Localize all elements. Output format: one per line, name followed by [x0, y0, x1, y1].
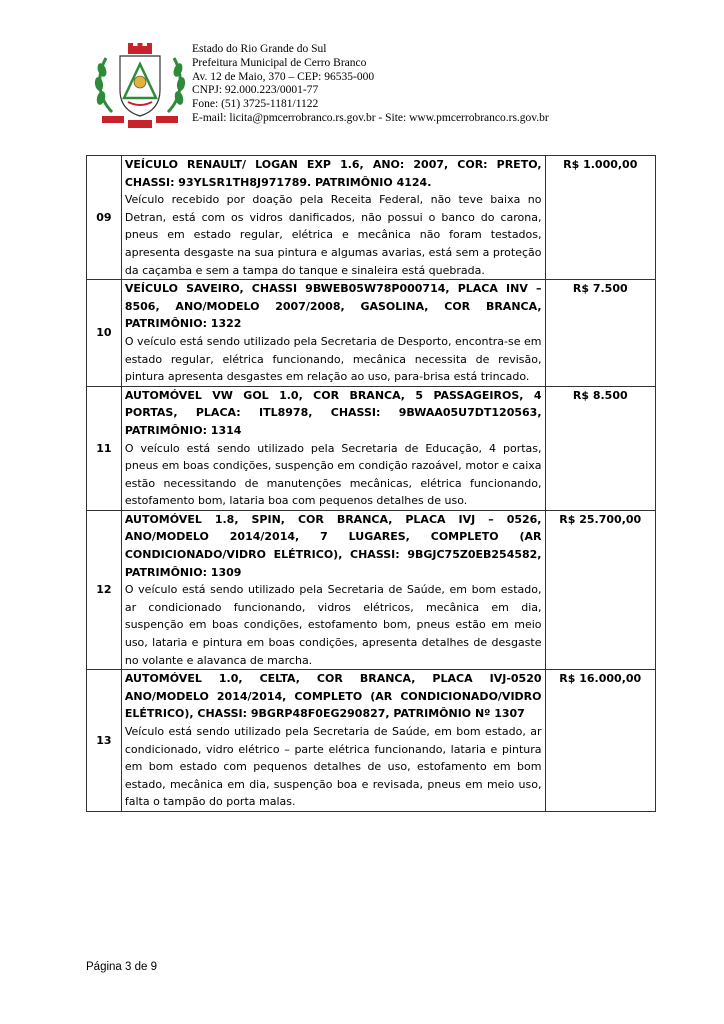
cnpj-line: CNPJ: 92.000.223/0001-77 — [192, 84, 319, 97]
phone-line: Fone: (51) 3725-1181/1122 — [192, 98, 319, 111]
item-details — [121, 386, 545, 510]
item-price: R$ 7.500 — [545, 280, 656, 387]
item-number: 12 — [87, 510, 122, 669]
item-description: O veículo está sendo utilizado pela Secretaria de Educação, 4 portas, pneus em boas condições, suspenção em condição razoável, motor e caixa estão necessitando de manutenções mecânicas, elétrica funcionando, estofamento bom, lataria boa com pequenos detalhes de uso. — [124, 441, 542, 508]
table-row — [87, 280, 656, 387]
item-details — [121, 670, 545, 812]
table-row — [87, 670, 656, 812]
item-description: Veículo recebido por doação pela Receita Federal, não teve baixa no Detran, está com os vidros danificados, não possui o banco do carona, pneus em estado regular, elétrica e mecânica não foram testados, apresenta desgaste na sua pintura e algumas avarias, está sem a proteção da caçamba e sem a tampa do tanque e sinaleira está quebrada. — [124, 193, 542, 277]
item-number: 10 — [87, 280, 122, 387]
item-price: R$ 1.000,00 — [545, 156, 656, 280]
letterhead-text — [192, 43, 549, 126]
letterhead — [90, 40, 690, 130]
item-title: AUTOMÓVEL VW GOL 1.0, COR BRANCA, 5 PASSAGEIROS, 4 PORTAS, PLACA: ITL8978, CHASSI: 9BWAA05U7DT120563, PATRIMÔNIO: 1314 — [124, 388, 542, 437]
item-title: AUTOMÓVEL 1.0, CELTA, COR BRANCA, PLACA IVJ-0520 ANO/MODELO 2014/2014, COMPLETO (AR CONDICIONADO/VIDRO ELÉTRICO), CHASSI: 9BGRP48F0EG290827, PATRIMÔNIO Nº 1307 — [124, 672, 542, 721]
item-price: R$ 8.500 — [545, 386, 656, 510]
item-number: 09 — [87, 156, 122, 280]
item-description: O veículo está sendo utilizado pela Secretaria de Desporto, encontra-se em estado regular, elétrica funcionando, mecânica necessita de revisão, pintura apresenta desgastes em relação ao uso, para-brisa está trincado. — [124, 334, 542, 384]
table-row — [87, 156, 656, 280]
item-price: R$ 16.000,00 — [545, 670, 656, 812]
item-details — [121, 510, 545, 669]
page-number: Página 3 de 9 — [86, 961, 157, 973]
item-details — [121, 280, 545, 387]
item-title: VEÍCULO RENAULT/ LOGAN EXP 1.6, ANO: 2007, COR: PRETO, CHASSI: 93YLSR1TH8J971789. PATRIMÔNIO 4124. — [124, 158, 542, 189]
item-number: 13 — [87, 670, 122, 812]
item-title: AUTOMÓVEL 1.8, SPIN, COR BRANCA, PLACA IVJ – 0526, ANO/MODELO 2014/2014, 7 LUGARES, COMPLETO (AR CONDICIONADO/VIDRO ELÉTRICO), CHASSI: 9BGJC75Z0EB254582, PATRIMÔNIO: 1309 — [124, 512, 542, 579]
table-row — [87, 386, 656, 510]
vehicle-items-table — [86, 155, 656, 812]
table-row — [87, 510, 656, 669]
item-description: Veículo está sendo utilizado pela Secretaria de Saúde, em bom estado, ar condicionado, vidro elétrico – parte elétrica funcionando, lataria e pintura em bom estado com pequenos detalhes de uso, estofamento em bom estado, mecânica em dia, suspenção boa e revisada, pneus em meio uso, falta o tampão do porta malas. — [124, 725, 542, 809]
state-name: Estado do Rio Grande do Sul — [192, 43, 327, 55]
item-title: VEÍCULO SAVEIRO, CHASSI 9BWEB05W78P000714, PLACA INV – 8506, ANO/MODELO 2007/2008, GASOLINA, COR BRANCA, PATRIMÔNIO: 1322 — [124, 282, 542, 331]
contact-line: E-mail: licita@pmcerrobranco.rs.gov.br - Site: www.pmcerrobranco.rs.gov.br — [192, 111, 549, 124]
address-line: Av. 12 de Maio, 370 – CEP: 96535-000 — [192, 70, 375, 83]
municipal-crest-icon — [90, 40, 190, 130]
item-price: R$ 25.700,00 — [545, 510, 656, 669]
item-description: O veículo está sendo utilizado pela Secretaria de Saúde, em bom estado, ar condicionado funcionando, vidros elétricos, mecânica em dia, suspenção em boas condições, estofamento bom, pneus estão em meio uso, lataria e pintura em boas condições, apresenta detalhes de desgaste no volante e alavanca de marcha. — [124, 583, 542, 667]
item-number: 11 — [87, 386, 122, 510]
item-details — [121, 156, 545, 280]
prefecture-name: Prefeitura Municipal de Cerro Branco — [192, 56, 367, 69]
